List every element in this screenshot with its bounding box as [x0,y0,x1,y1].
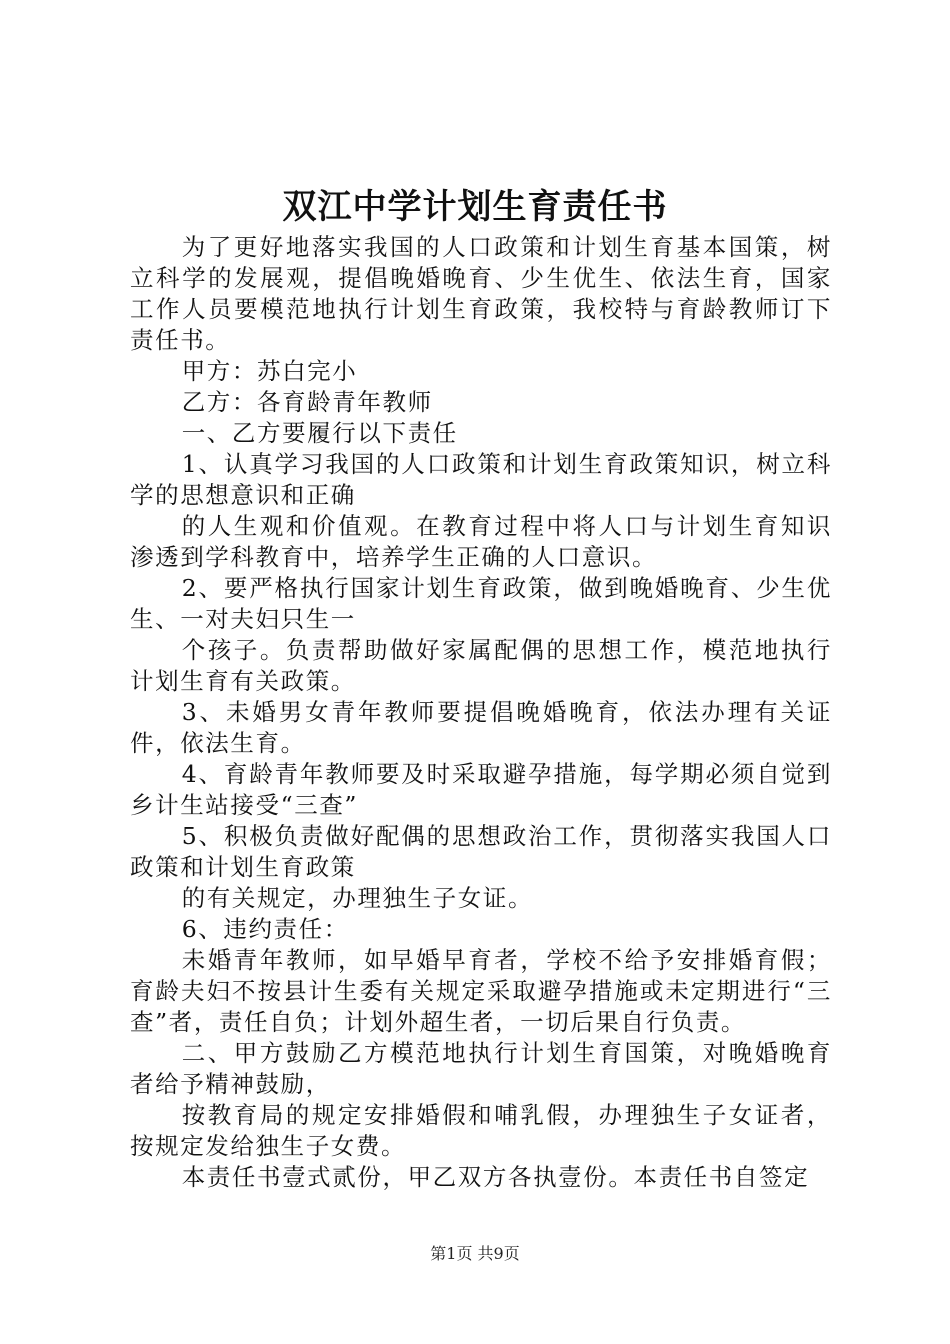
paragraph-party-b: 乙方：各育龄青年教师 [181,388,433,416]
document-body [130,232,832,1193]
page-footer: 第1页 共9页 [430,1244,520,1263]
document-title: 双江中学计划生育责任书 [282,187,668,227]
section-heading-2: 二、甲方鼓励乙方模范地执行计划生育国策，对晚婚晚育者给予精神鼓励， [130,1039,832,1098]
paragraph-item-5-cont: 的有关规定，办理独生子女证。 [181,884,534,912]
paragraph-item-4: 4、育龄青年教师要及时采取避孕措施，每学期必须自觉到乡计生站接受“三查” [130,760,832,819]
paragraph-item-1: 1、认真学习我国的人口政策和计划生育政策知识，树立科学的思想意识和正确 [130,450,832,509]
paragraph-item-3: 3、未婚男女青年教师要提倡晚婚晚育，依法办理有关证件，依法生育。 [130,698,832,757]
paragraph-item-5: 5、积极负责做好配偶的思想政治工作，贯彻落实我国人口政策和计划生育政策 [130,822,832,881]
paragraph-item-6-detail: 未婚青年教师，如早婚早育者，学校不给予安排婚育假；育龄夫妇不按县计生委有关规定采取避孕措施或未定期进行“三查”者，责任自负；计划外超生者，一切后果自行负责。 [130,946,832,1036]
paragraph-item-1-cont: 的人生观和价值观。在教育过程中将人口与计划生育知识渗透到学科教育中，培养学生正确的人口意识。 [130,512,832,571]
paragraph-item-2: 2、要严格执行国家计划生育政策，做到晚婚晚育、少生优生、一对夫妇只生一 [130,574,832,633]
section-heading-1: 一、乙方要履行以下责任 [181,419,458,447]
paragraph-section-2-cont: 按教育局的规定安排婚假和哺乳假，办理独生子女证者，按规定发给独生子女费。 [130,1101,832,1160]
paragraph-intro: 为了更好地落实我国的人口政策和计划生育基本国策，树立科学的发展观，提倡晚婚晚育、少生优生、依法生育，国家工作人员要模范地执行计划生育政策，我校特与育龄教师订下责任书。 [130,233,832,354]
paragraph-closing: 本责任书壹式贰份，甲乙双方各执壹份。本责任书自签定 [181,1163,810,1191]
paragraph-item-6: 6、违约责任： [181,915,349,943]
paragraph-item-2-cont: 个孩子。负责帮助做好家属配偶的思想工作，模范地执行计划生育有关政策。 [130,636,832,695]
paragraph-party-a: 甲方：苏白完小 [181,357,358,385]
